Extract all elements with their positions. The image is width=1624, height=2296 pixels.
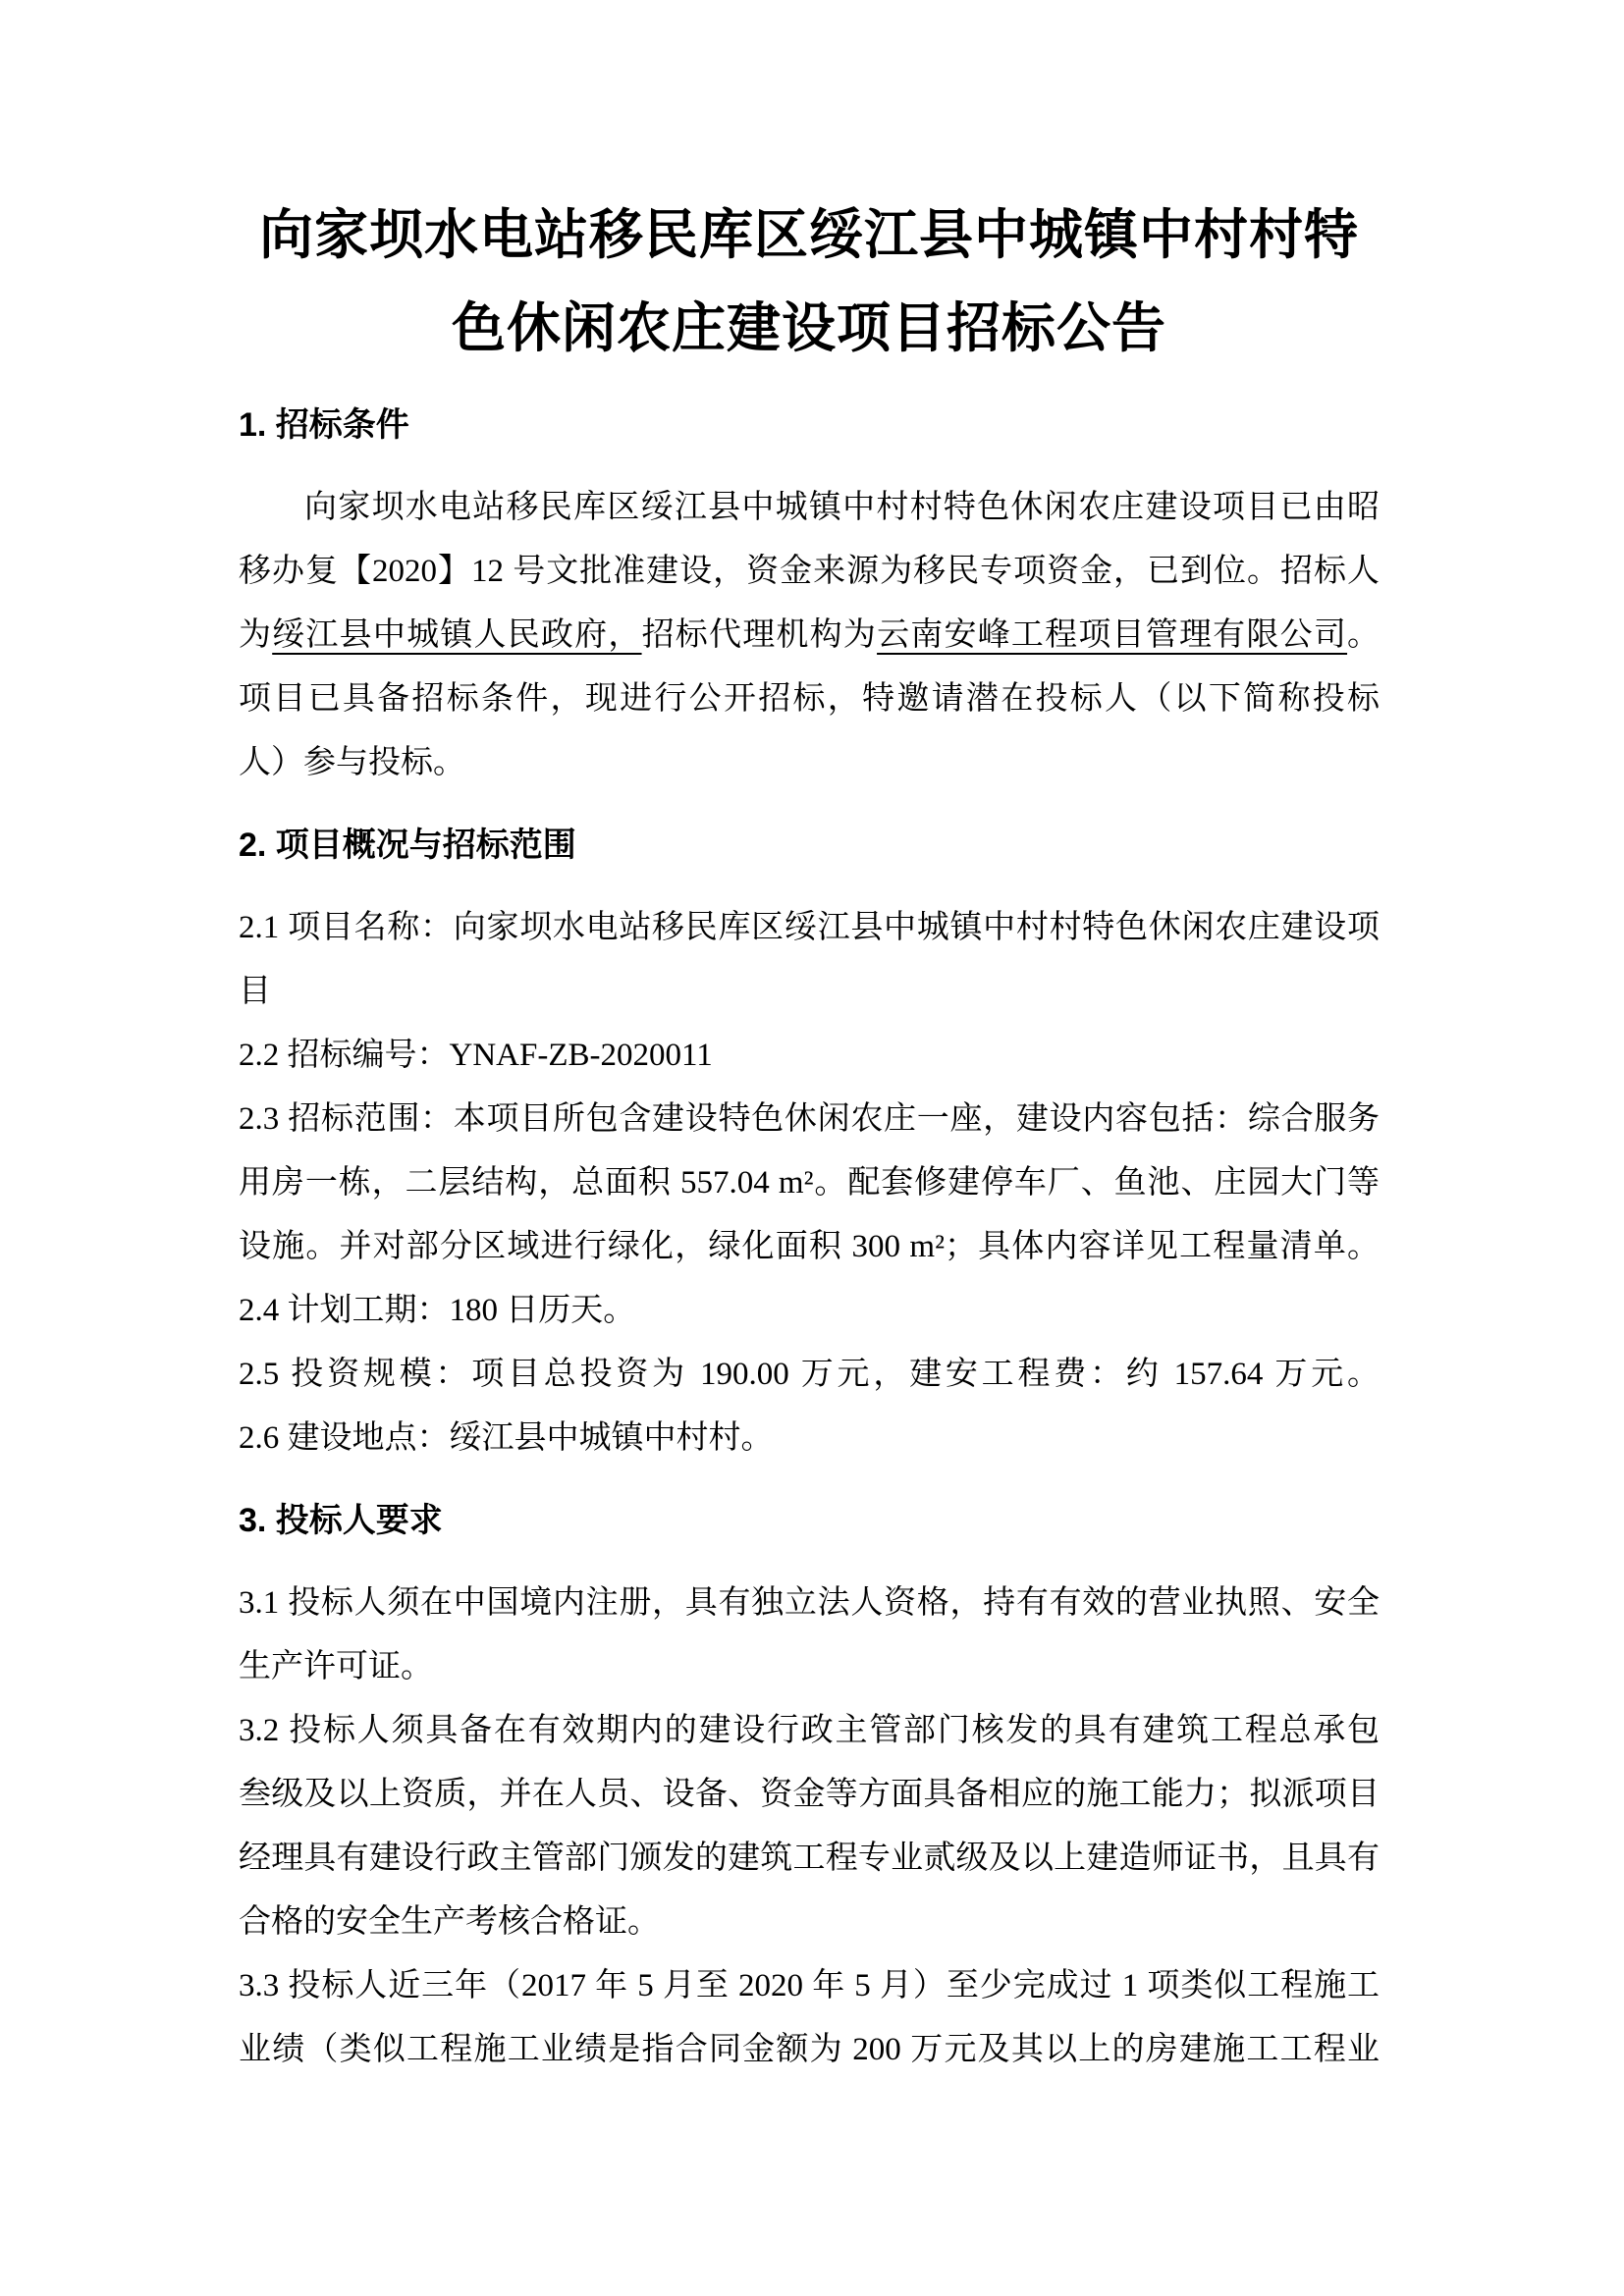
text-segment: 2.5 投资规模：项目总投资为 190.00 万元，建安工程费：约 157.64 万元。 bbox=[239, 1357, 1380, 1392]
text-line bbox=[239, 1635, 1380, 1699]
text-line bbox=[239, 1891, 1380, 1954]
text-line bbox=[239, 604, 1380, 667]
text-segment: 叁级及以上资质，并在人员、设备、资金等方面具备相应的施工能力；拟派项目 bbox=[239, 1777, 1380, 1812]
text-line bbox=[239, 1827, 1380, 1891]
text-segment: 移办复【2020】12 号文批准建设，资金来源为移民专项资金，已到位。招标人 bbox=[239, 554, 1380, 589]
document-title bbox=[239, 188, 1380, 375]
title-line-2: 色休闲农庄建设项目招标公告 bbox=[451, 297, 1166, 358]
text-segment: 目 bbox=[239, 974, 271, 1009]
section-heading-1: 1. 招标条件 bbox=[239, 406, 409, 444]
text-line bbox=[239, 896, 1380, 960]
text-line bbox=[239, 540, 1380, 604]
text-line bbox=[239, 960, 1380, 1024]
text-segment: 2.4 计划工期：180 日历天。 bbox=[239, 1293, 636, 1328]
paragraph bbox=[239, 1279, 1380, 1343]
text-segment: 为 bbox=[239, 617, 273, 653]
paragraph bbox=[239, 1343, 1380, 1407]
text-segment: 2.2 招标编号：YNAF-ZB-2020011 bbox=[239, 1038, 713, 1073]
text-line bbox=[239, 1279, 1380, 1343]
paragraph bbox=[239, 896, 1380, 1024]
title-line-1: 向家坝水电站移民库区绥江县中城镇中村村特 bbox=[258, 204, 1359, 265]
text-line bbox=[239, 667, 1380, 731]
text-line bbox=[239, 1215, 1380, 1279]
text-segment: 。 bbox=[1347, 617, 1380, 653]
text-segment: 设施。并对部分区域进行绿化，绿化面积 300 m²；具体内容详见工程量清单。 bbox=[239, 1229, 1380, 1264]
paragraph bbox=[239, 1024, 1380, 1088]
text-line bbox=[239, 1572, 1380, 1635]
text-line bbox=[239, 1151, 1380, 1215]
text-line bbox=[239, 1699, 1380, 1763]
paragraph bbox=[239, 1407, 1380, 1470]
text-line bbox=[239, 731, 1380, 795]
text-line bbox=[239, 476, 1380, 540]
text-segment: 3.2 投标人须具备在有效期内的建设行政主管部门核发的具有建筑工程总承包 bbox=[239, 1713, 1380, 1748]
text-segment: 2.1 项目名称：向家坝水电站移民库区绥江县中城镇中村村特色休闲农庄建设项 bbox=[239, 910, 1380, 945]
text-segment: 向家坝水电站移民库区绥江县中城镇中村村特色休闲农庄建设项目已由昭 bbox=[304, 490, 1380, 525]
text-segment: 2.6 建设地点：绥江县中城镇中村村。 bbox=[239, 1420, 774, 1456]
text-segment: 2.3 招标范围：本项目所包含建设特色休闲农庄一座，建设内容包括：综合服务 bbox=[239, 1101, 1380, 1137]
text-segment: 项目已具备招标条件，现进行公开招标，特邀请潜在投标人（以下简称投标 bbox=[239, 681, 1380, 717]
paragraph bbox=[239, 1699, 1380, 1954]
text-segment: 招标代理机构为 bbox=[641, 617, 878, 653]
text-line bbox=[239, 1088, 1380, 1151]
text-line bbox=[239, 1024, 1380, 1088]
underlined-text: 绥江县中城镇人民政府， bbox=[272, 617, 642, 653]
section-heading-2: 2. 项目概况与招标范围 bbox=[239, 827, 576, 864]
text-segment: 业绩（类似工程施工业绩是指合同金额为 200 万元及其以上的房建施工工程业 bbox=[239, 2032, 1380, 2067]
text-segment: 人）参与投标。 bbox=[239, 745, 465, 780]
paragraph bbox=[239, 1954, 1380, 2082]
paragraph bbox=[239, 1572, 1380, 1699]
text-line bbox=[239, 2018, 1380, 2082]
paragraph bbox=[239, 476, 1380, 795]
text-segment: 生产许可证。 bbox=[239, 1649, 433, 1684]
text-line bbox=[239, 1763, 1380, 1827]
text-segment: 经理具有建设行政主管部门颁发的建筑工程专业贰级及以上建造师证书，且具有 bbox=[239, 1841, 1380, 1876]
text-segment: 合格的安全生产考核合格证。 bbox=[239, 1904, 660, 1940]
underlined-text: 云南安峰工程项目管理有限公司 bbox=[877, 617, 1348, 653]
text-line bbox=[239, 1407, 1380, 1470]
section-heading-3: 3. 投标人要求 bbox=[239, 1502, 443, 1539]
text-segment: 3.1 投标人须在中国境内注册，具有独立法人资格，持有有效的营业执照、安全 bbox=[239, 1585, 1380, 1621]
document-body bbox=[239, 402, 1380, 2082]
text-segment: 用房一栋，二层结构，总面积 557.04 m²。配套修建停车厂、鱼池、庄园大门等 bbox=[239, 1165, 1380, 1201]
text-segment: 3.3 投标人近三年（2017 年 5 月至 2020 年 5 月）至少完成过 1 项类似工程施工 bbox=[239, 1968, 1380, 2003]
paragraph bbox=[239, 1088, 1380, 1279]
text-line bbox=[239, 1954, 1380, 2018]
text-line bbox=[239, 1343, 1380, 1407]
